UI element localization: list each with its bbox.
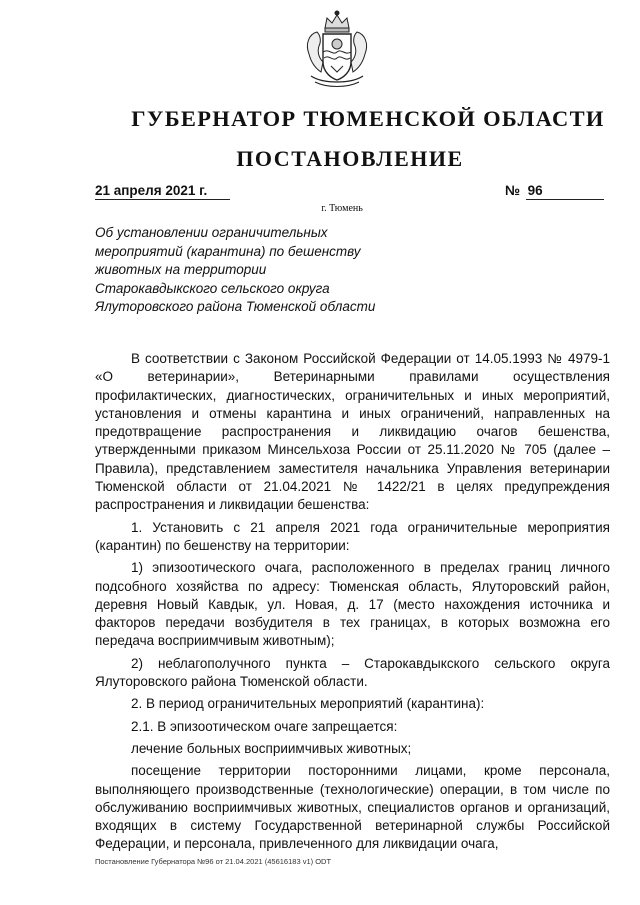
document-subject: [95, 224, 435, 317]
subject-line: животных на территории: [95, 262, 267, 278]
subject-line: Старокавдыкского сельского округа: [95, 280, 330, 296]
document-date: 21 апреля 2021 г.: [95, 183, 208, 198]
subject-line: Об установлении ограничительных: [95, 225, 328, 240]
body-paragraph: 1. Установить с 21 апреля 2021 года ограничительные мероприятия (карантин) по бешенству на территории:: [95, 519, 610, 553]
body-paragraph: В соответствии с Законом Российской Федерации от 14.05.1993 № 4979-1 «О ветеринарии», Ветеринарными правилами осуществления профилактических, диагностических, ограничительных и иных мероприятий, установления и отмены карантина и иных ограничений, направленных на предотвращение распространения и ликвидацию очагов бешенства, утвержденными приказом Минсельхоза России от 25.11.2020 № 705 (далее – Правила), представлением заместителя начальника Управления ветеринарии Тюменской области от 21.04.2021 № 1422/21 в целях предупреждения распространения и ликвидации бешенства:: [95, 351, 610, 513]
body-paragraph: лечение больных восприимчивых животных;: [131, 740, 412, 756]
body-paragraph: 2.1. В эпизоотическом очаге запрещается:: [131, 718, 398, 734]
number-label: №: [505, 183, 521, 198]
document-city: г. Тюмень: [321, 203, 363, 214]
subject-line: Ялуторовского района Тюменской области: [95, 299, 376, 315]
coat-of-arms-icon: [297, 6, 377, 92]
subject-line: мероприятий (карантина) по бешенству: [95, 243, 361, 259]
body-paragraph: 1) эпизоотического очага, расположенного в пределах границ личного подсобного хозяйства по адресу: Тюменская область, Ялуторовский район, деревня Новый Кавдык, ул. Новая, д. 17 (место нахождения источника и факторов передачи возбудителя в тех границах, в которых возможна его передача восприимчивым животным);: [95, 560, 610, 649]
number-value: 96: [527, 183, 543, 198]
document-footer: Постановление Губернатора №96 от 21.04.2021 (45616183 v1) ODT: [95, 857, 332, 866]
date-underline: [95, 199, 230, 200]
document-number: [505, 183, 543, 198]
body-paragraph: посещение территории посторонними лицами, кроме персонала, выполняющего производственные (технологические) операции, в том числе по обслуживанию восприимчивых животных, специалистов органов и организаций, входящих в систему Государственной ветеринарной службы Российской Федерации, и персонала, привлеченного для ликвидации очага,: [95, 763, 610, 852]
number-underline: [526, 199, 604, 200]
document-type: ПОСТАНОВЛЕНИЕ: [236, 146, 464, 171]
body-paragraph: 2) неблагополучного пункта – Старокавдыкского сельского округа Ялуторовского района Тюменской области.: [95, 655, 610, 690]
body-paragraph: 2. В период ограничительных мероприятий (карантина):: [131, 696, 485, 712]
authority-title: ГУБЕРНАТОР ТЮМЕНСКОЙ ОБЛАСТИ: [131, 106, 605, 131]
document-body: [95, 350, 610, 858]
